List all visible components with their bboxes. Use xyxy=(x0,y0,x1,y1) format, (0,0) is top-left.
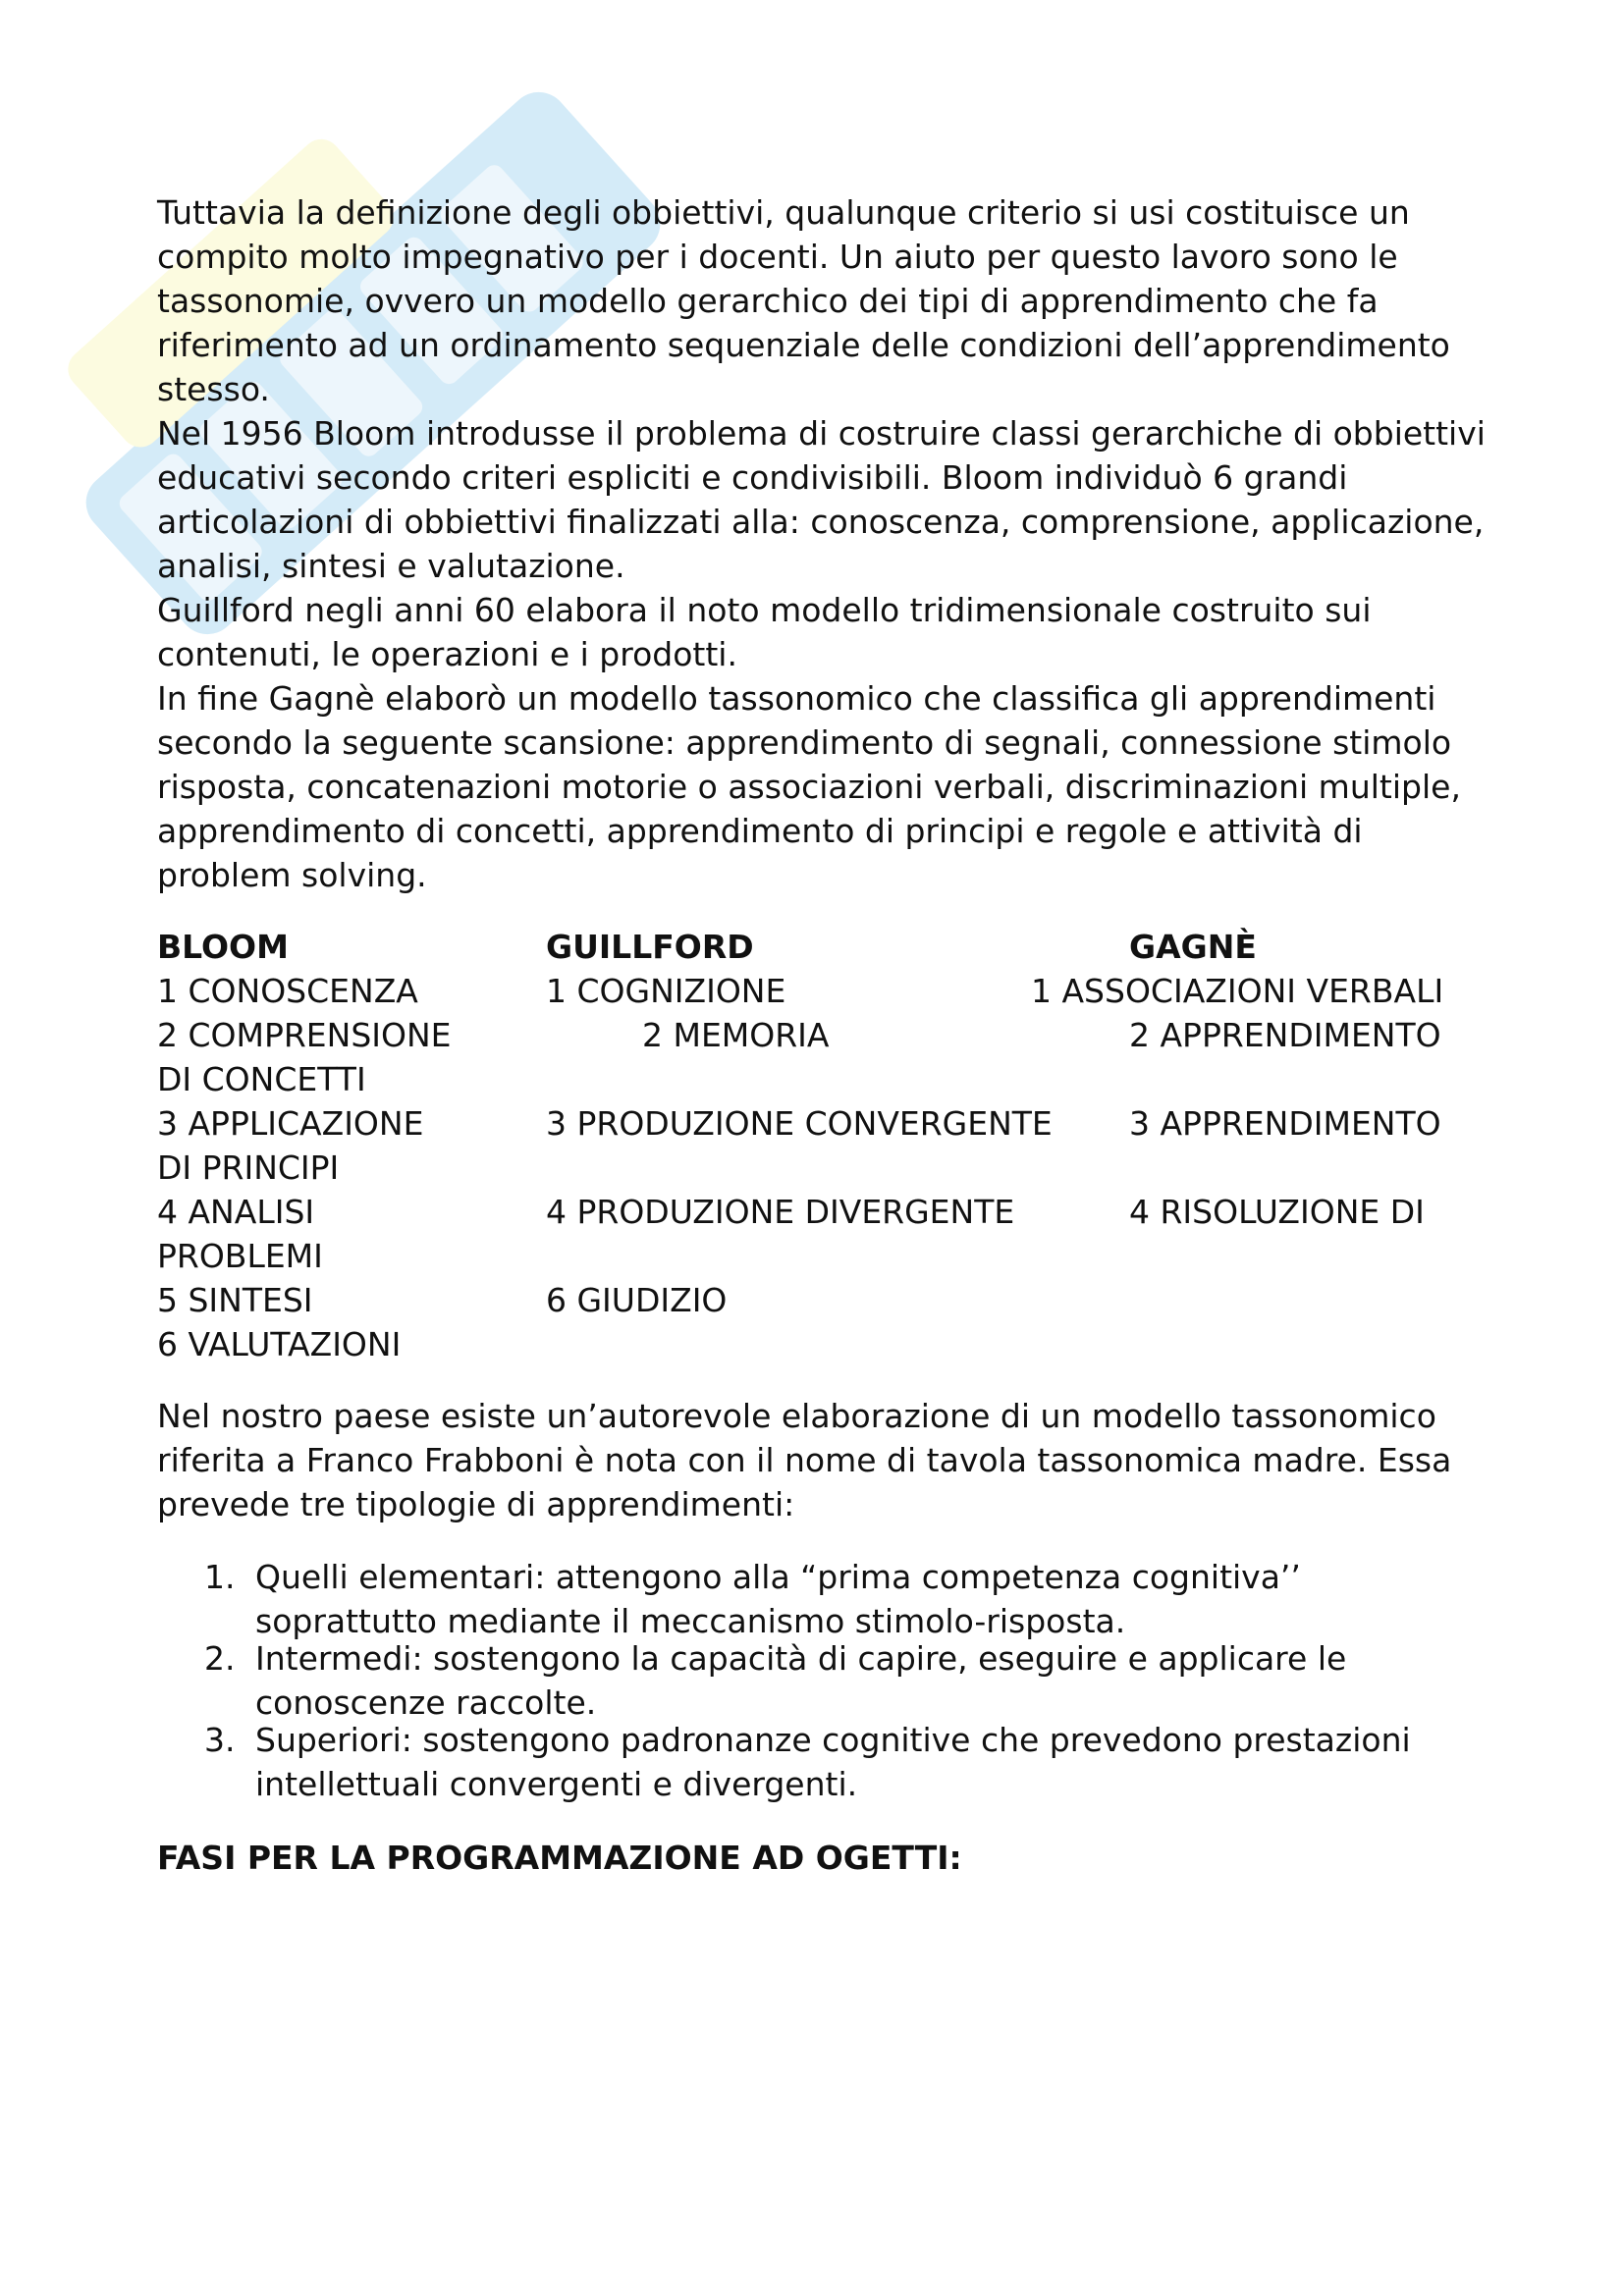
learning-types-list xyxy=(157,1555,1492,1806)
bloom-item-5: 5 SINTESI xyxy=(157,1281,313,1319)
intro-paragraph-2: Nel 1956 Bloom introdusse il problema di costruire classi gerarchiche di obbiettivi educativi secondo criteri espliciti e condivisibili. Bloom individuò 6 grandi articolazioni di obbiettivi finalizzati alla: conoscenza, comprensione, applicazione, analisi, sintesi e valutazione. xyxy=(157,414,1486,585)
list-item xyxy=(157,1636,1492,1722)
intro-paragraph-3: Guillford negli anni 60 elabora il noto modello tridimensionale costruito sui contenuti, le operazioni e i prodotti. xyxy=(157,591,1372,673)
list-item-number: 1. xyxy=(204,1558,236,1596)
guillford-item-4: 4 PRODUZIONE DIVERGENTE xyxy=(546,1193,1015,1231)
intro-text xyxy=(157,190,1492,897)
guillford-item-1: 1 COGNIZIONE xyxy=(546,972,786,1010)
frabboni-paragraph: Nel nostro paese esiste un’autorevole elaborazione di un modello tassonomico riferita a Franco Frabboni è nota con il nome di tavola tassonomica madre. Essa prevede tre tipologie di apprendimenti: xyxy=(157,1397,1452,1523)
list-item xyxy=(157,1718,1492,1806)
guillford-item-3: 3 PRODUZIONE CONVERGENTE xyxy=(546,1104,1053,1143)
taxonomy-table xyxy=(157,925,1492,1366)
bloom-item-4: 4 ANALISI xyxy=(157,1193,315,1231)
list-item-text: Intermedi: sostengono la capacità di capire, eseguire e applicare le conoscenze raccolte. xyxy=(255,1639,1347,1722)
section-title: FASI PER LA PROGRAMMAZIONE AD OGETTI: xyxy=(157,1839,962,1877)
list-item-number: 3. xyxy=(204,1721,236,1759)
intro-paragraph-1: Tuttavia la definizione degli obbiettivi, qualunque criterio si usi costituisce un compito molto impegnativo per i docenti. Un aiuto per questo lavoro sono le tassonomie, ovvero un modello gerarchico dei tipi di apprendimento che fa riferimento ad un ordinamento sequenziale delle condizioni dell’apprendimento stesso. xyxy=(157,193,1450,408)
gagne-item-3: 3 APPRENDIMENTO xyxy=(1129,1104,1441,1143)
guillford-item-5: 6 GIUDIZIO xyxy=(546,1281,728,1319)
gagne-item-4: 4 RISOLUZIONE DI xyxy=(1129,1193,1425,1231)
bloom-item-3: 3 APPLICAZIONE xyxy=(157,1104,424,1143)
gagne-item-2: 2 APPRENDIMENTO xyxy=(1129,1016,1441,1054)
wrap-line-3: PROBLEMI xyxy=(157,1237,323,1275)
list-item-text: Quelli elementari: attengono alla “prima competenza cognitiva’’ soprattutto mediante il meccanismo stimolo-risposta. xyxy=(255,1558,1301,1640)
list-item-text: Superiori: sostengono padronanze cognitive che prevedono prestazioni intellettuali convergenti e divergenti. xyxy=(255,1721,1411,1803)
gagne-item-1: 1 ASSOCIAZIONI VERBALI xyxy=(1031,972,1444,1010)
guillford-item-2: 2 MEMORIA xyxy=(642,1016,830,1054)
bloom-item-6: 6 VALUTAZIONI xyxy=(157,1325,402,1363)
wrap-line-1: DI CONCETTI xyxy=(157,1060,366,1098)
bloom-item-2: 2 COMPRENSIONE xyxy=(157,1016,452,1054)
header-guillford: GUILLFORD xyxy=(546,928,754,966)
wrap-line-2: DI PRINCIPI xyxy=(157,1148,340,1187)
list-item xyxy=(157,1555,1492,1640)
bloom-item-1: 1 CONOSCENZA xyxy=(157,972,418,1010)
header-gagne: GAGNÈ xyxy=(1129,928,1257,966)
intro-paragraph-4: In fine Gagnè elaborò un modello tassonomico che classifica gli apprendimenti secondo la seguente scansione: apprendimento di segnali, connessione stimolo risposta, concatenazioni motorie o associazioni verbali, discriminazioni multiple, apprendimento di concetti, apprendimento di principi e regole e attività di problem solving. xyxy=(157,679,1461,894)
header-bloom: BLOOM xyxy=(157,928,289,966)
list-item-number: 2. xyxy=(204,1639,236,1678)
